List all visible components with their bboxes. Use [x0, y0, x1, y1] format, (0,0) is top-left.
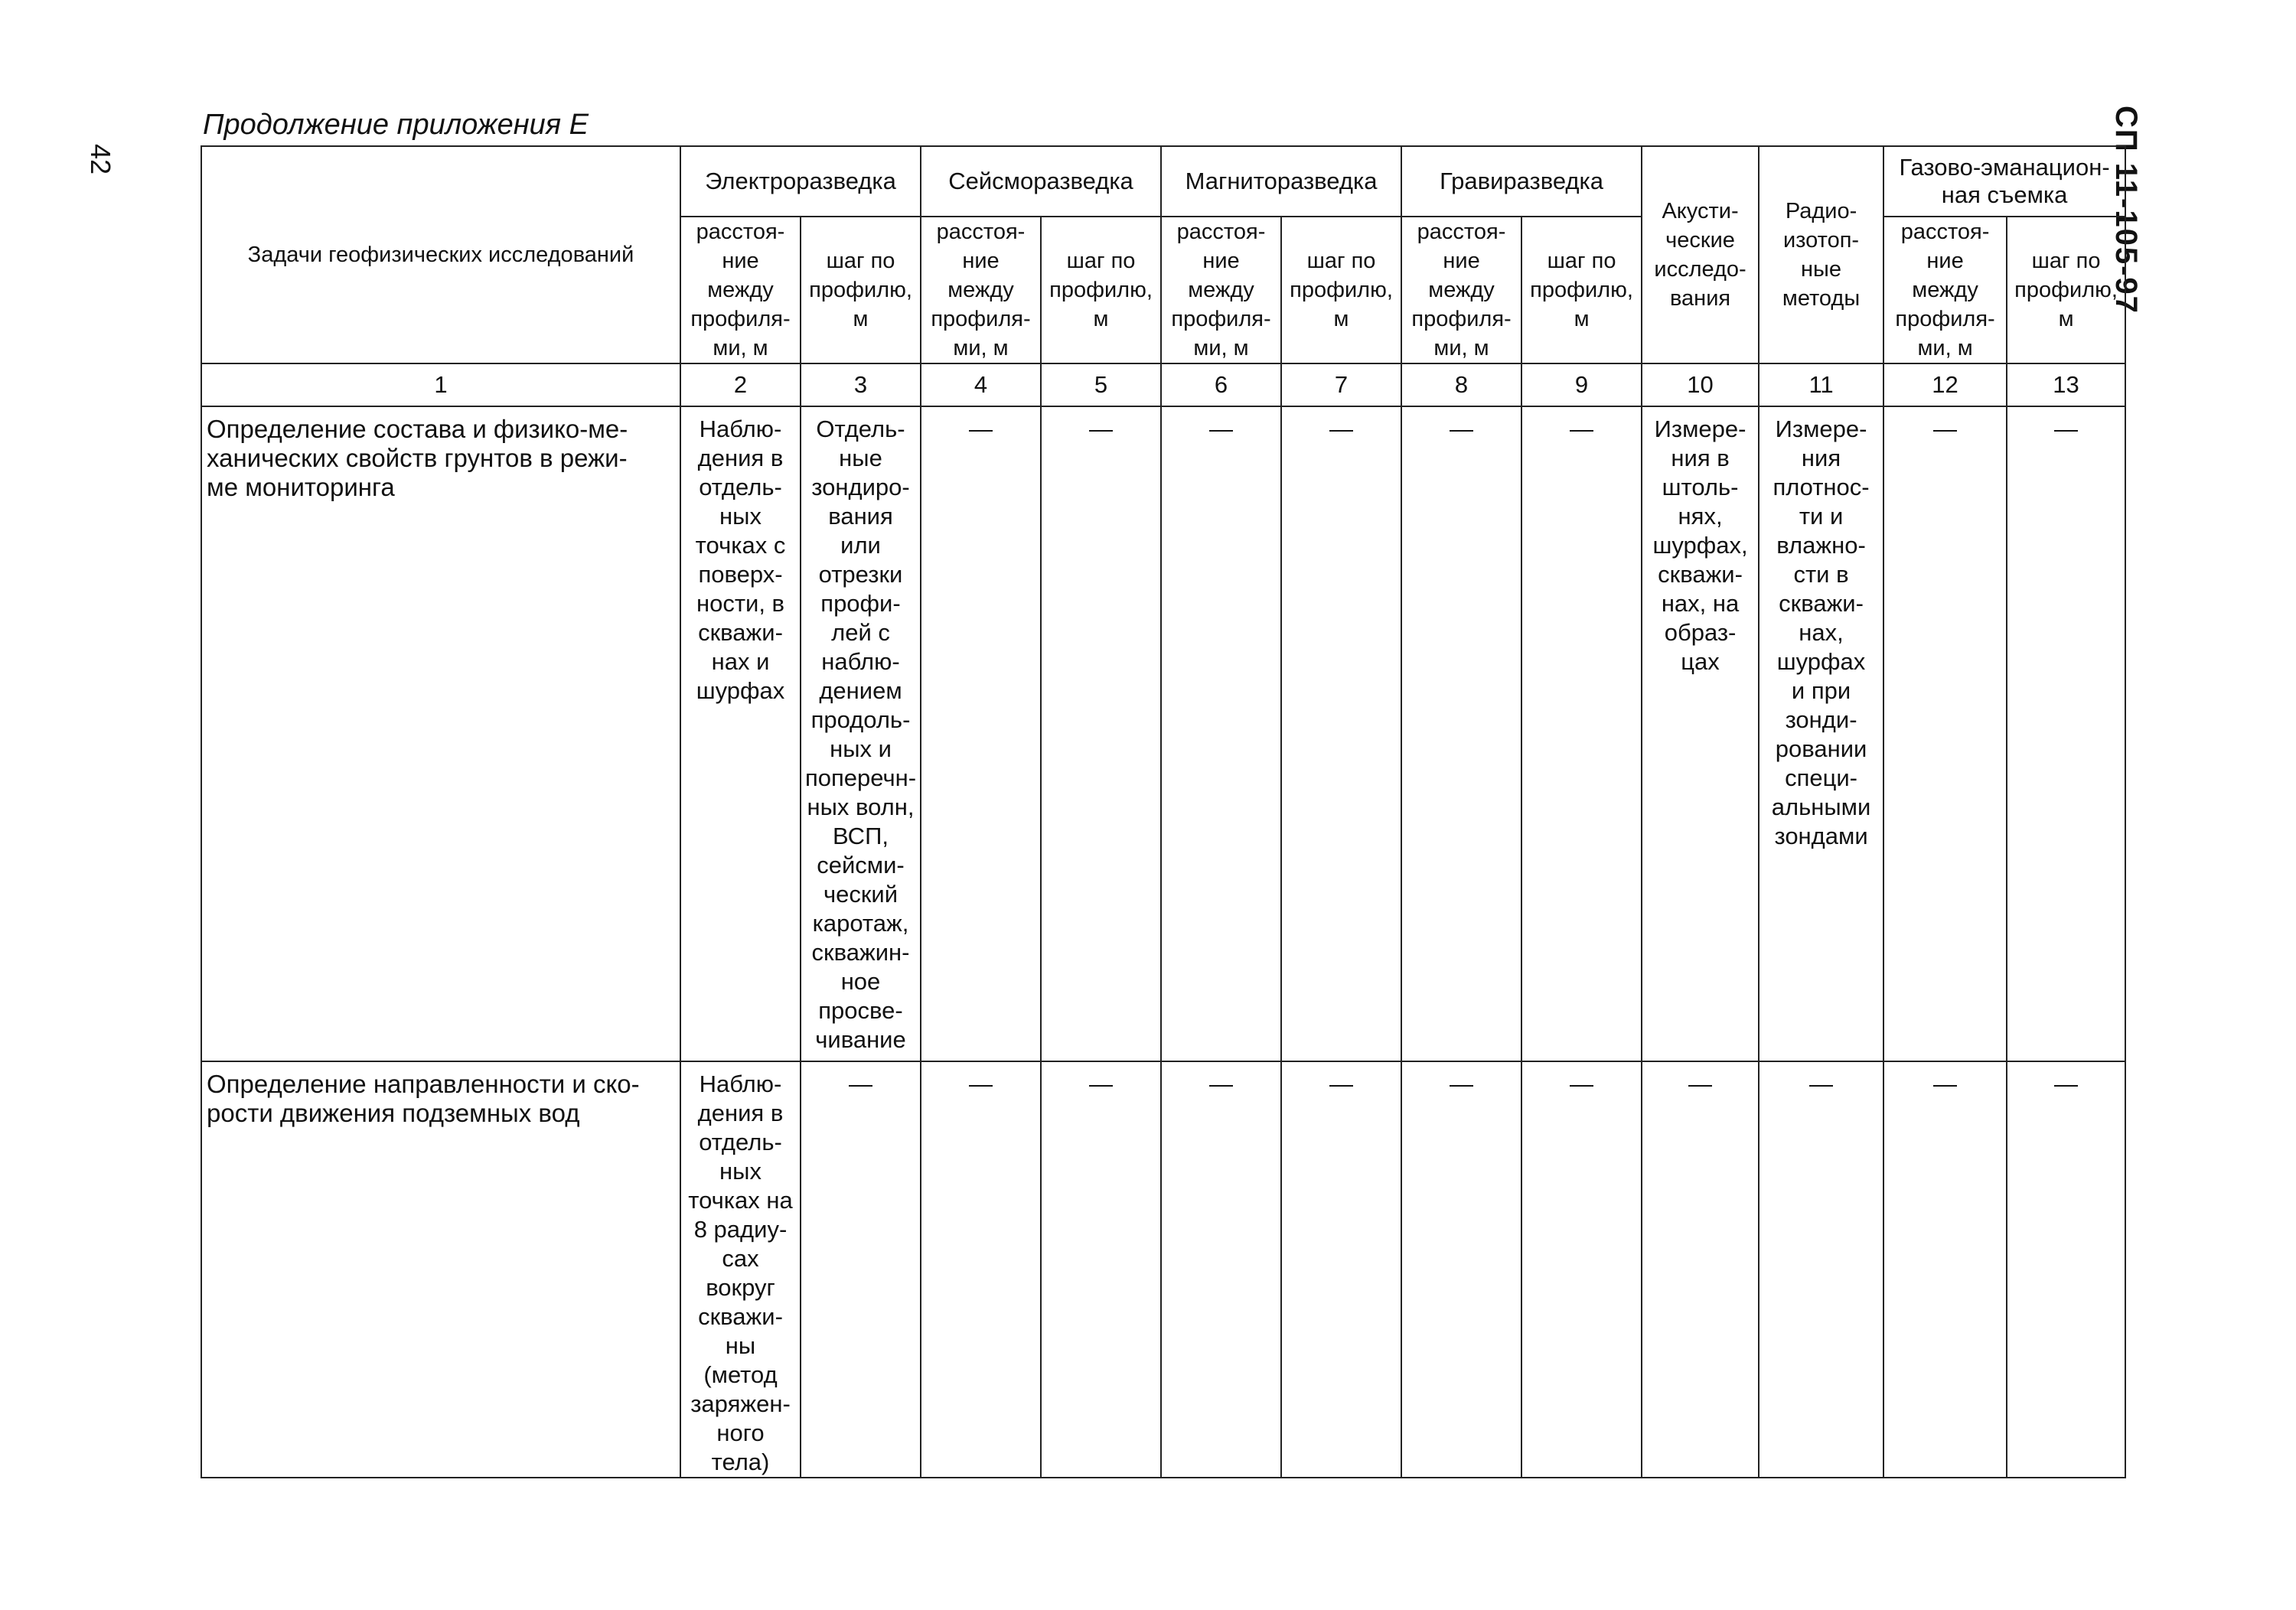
header-seismo: Сейсморазведка	[921, 146, 1161, 217]
subheader-step: шаг по профилю, м	[1281, 217, 1401, 363]
row-cell: Наблю- дения в отдель- ных точках с поверх- ности, в скважи- нах и шурфах	[680, 406, 801, 1061]
row-cell: —	[1759, 1061, 1883, 1478]
row-cell: —	[2007, 406, 2125, 1061]
subheader-distance: расстоя- ние между профиля- ми, м	[1161, 217, 1281, 363]
row-cell: —	[1401, 406, 1521, 1061]
row-cell: —	[1041, 1061, 1161, 1478]
row-cell: —	[1642, 1061, 1759, 1478]
row-cell: —	[1041, 406, 1161, 1061]
row-cell: —	[1521, 1061, 1642, 1478]
row-cell: —	[921, 1061, 1041, 1478]
column-numbers-row	[201, 363, 2125, 406]
column-number: 10	[1642, 363, 1759, 406]
subheader-step: шаг по профилю, м	[801, 217, 921, 363]
column-number: 12	[1883, 363, 2007, 406]
row-task: Определение направленности и ско- рости движения подземных вод	[201, 1061, 680, 1478]
header-task-label: Задачи геофизических исследований	[247, 243, 634, 267]
column-number: 6	[1161, 363, 1281, 406]
row-task: Определение состава и физико-ме- ханических свойств грунтов в режи- ме мониторинга	[201, 406, 680, 1061]
column-number: 11	[1759, 363, 1883, 406]
row-cell: —	[1883, 406, 2007, 1061]
column-number: 8	[1401, 363, 1521, 406]
column-number: 1	[201, 363, 680, 406]
header-acoustic: Акусти- ческие исследо- вания	[1642, 146, 1759, 363]
header-task	[201, 146, 680, 363]
geophysics-table	[201, 145, 2126, 1478]
header-gas: Газово-эманацион- ная съемка	[1883, 146, 2125, 217]
column-number: 3	[801, 363, 921, 406]
column-number: 5	[1041, 363, 1161, 406]
row-cell: —	[1281, 406, 1401, 1061]
row-cell: Измере- ния в штоль- нях, шурфах, скважи- нах, на образ- цах	[1642, 406, 1759, 1061]
header-gravi: Гравиразведка	[1401, 146, 1642, 217]
column-number: 4	[921, 363, 1041, 406]
header-magneto: Магниторазведка	[1161, 146, 1401, 217]
column-number: 13	[2007, 363, 2125, 406]
subheader-distance: расстоя- ние между профиля- ми, м	[1883, 217, 2007, 363]
subheader-step: шаг по профилю, м	[1521, 217, 1642, 363]
subheader-distance: расстоя- ние между профиля- ми, м	[1401, 217, 1521, 363]
column-number: 7	[1281, 363, 1401, 406]
row-cell: Отдель- ные зондиро- вания или отрезки профи- лей с наблю- дением продоль- ных и поперечн- ных волн, ВСП, сейсми- ческий каротаж, скважин- ное просве- чивание	[801, 406, 921, 1061]
subheader-step: шаг по профилю, м	[1041, 217, 1161, 363]
continuation-heading: Продолжение приложения Е	[203, 109, 589, 141]
column-number: 9	[1521, 363, 1642, 406]
table-row	[201, 1061, 2125, 1478]
row-cell: —	[1401, 1061, 1521, 1478]
row-cell: Наблю- дения в отдель- ных точках на 8 радиу- сах вокруг скважи- ны (метод заряжен- ного тела)	[680, 1061, 801, 1478]
row-cell: —	[1281, 1061, 1401, 1478]
subheader-distance: расстоя- ние между профиля- ми, м	[680, 217, 801, 363]
row-cell: —	[921, 406, 1041, 1061]
subheader-step: шаг по профилю, м	[2007, 217, 2125, 363]
column-number: 2	[680, 363, 801, 406]
row-cell: —	[2007, 1061, 2125, 1478]
table-row	[201, 406, 2125, 1061]
row-cell: Измере- ния плотнос- ти и влажно- сти в скважи- нах, шурфах и при зонди- ровании специ- альными зондами	[1759, 406, 1883, 1061]
row-cell: —	[1521, 406, 1642, 1061]
header-electro: Электроразведка	[680, 146, 921, 217]
row-cell: —	[1161, 1061, 1281, 1478]
page-number: 42	[85, 144, 116, 175]
row-cell: —	[1883, 1061, 2007, 1478]
document-code: СП 11-105-97	[2109, 106, 2143, 315]
row-cell: —	[1161, 406, 1281, 1061]
header-radio: Радио- изотоп- ные методы	[1759, 146, 1883, 363]
subheader-distance: расстоя- ние между профиля- ми, м	[921, 217, 1041, 363]
row-cell: —	[801, 1061, 921, 1478]
